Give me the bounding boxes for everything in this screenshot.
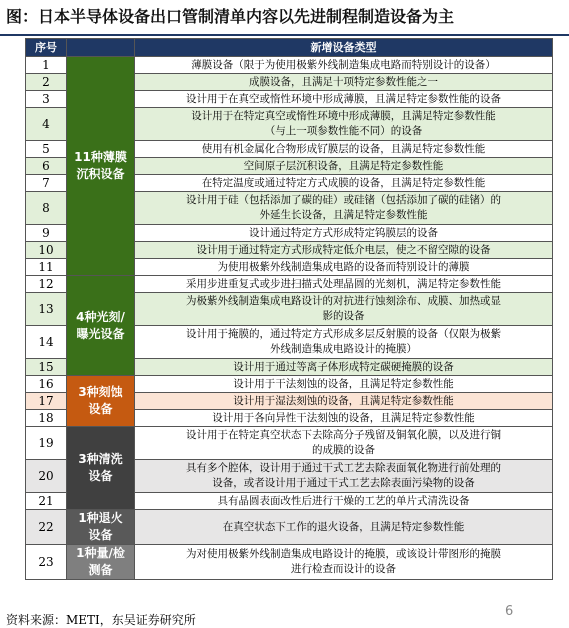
row-number: 17: [26, 393, 67, 410]
row-number: 3: [26, 91, 67, 108]
description-line: 设计通过特定方式形成特定钨膜层的设备: [249, 226, 438, 239]
description-line: 在真空状态下工作的退火设备，且满足特定参数性能: [222, 520, 465, 533]
row-number: 10: [26, 242, 67, 259]
category-label-line: 1种退火: [78, 511, 123, 525]
equipment-description: [135, 225, 553, 242]
source-note: 资料来源：METI，东吴证券研究所: [6, 613, 196, 627]
category-label: [67, 276, 135, 376]
equipment-description: [135, 393, 553, 410]
category-label-line: 沉积设备: [76, 167, 125, 181]
equipment-description: [135, 141, 553, 158]
description-line: 具有多个腔体，设计用于通过干式工艺去除表面氧化物进行前处理的: [186, 462, 501, 474]
table-row: [26, 376, 553, 393]
category-label-line: 4种光刻/: [76, 309, 125, 324]
row-number: 21: [26, 493, 67, 510]
equipment-description: [135, 91, 553, 108]
row-number: 7: [26, 175, 67, 192]
description-line: 设计用于干法刻蚀的设备，且满足特定参数性能: [233, 377, 454, 390]
description-line: 进行检查而设计的设备: [291, 563, 396, 575]
category-label: [67, 545, 135, 580]
table-row: [26, 510, 553, 545]
category-label-line: 设备: [88, 528, 113, 542]
row-number: 13: [26, 293, 67, 326]
row-number: 1: [26, 57, 67, 74]
table-row: [26, 57, 553, 74]
equipment-description: [135, 158, 553, 175]
description-line: 外线制造集成电路设计的掩膜）: [270, 343, 417, 355]
equipment-description: [135, 276, 553, 293]
equipment-description: [135, 74, 553, 91]
description-line: 为使用极紫外线制造集成电路的设备而特别设计的薄膜: [217, 260, 470, 273]
header-type: 新增设备类型: [135, 39, 553, 57]
description-line: 薄膜设备（限于为使用极紫外线制造集成电路而特别设计的设备）: [191, 58, 496, 71]
equipment-description: [135, 108, 553, 141]
page-title: 图：日本半导体设备出口管制清单内容以先进制程制造设备为主: [6, 7, 455, 26]
category-label: [67, 427, 135, 510]
equipment-description: [135, 192, 553, 225]
description-line: 为对使用极紫外线制造集成电路设计的掩膜，或该设计带图形的掩膜: [186, 548, 501, 560]
description-line: 设计用于在特定真空状态下去除高分子残留及铜氧化膜，以及进行铜: [186, 429, 501, 441]
description-line: 设计用于在特定真空或惰性环境中形成薄膜，且满足特定参数性能: [191, 110, 496, 122]
equipment-table: [25, 38, 553, 580]
row-number: 22: [26, 510, 67, 545]
description-line: 设计用于湿法刻蚀的设备，且满足特定参数性能: [233, 394, 454, 407]
row-number: 16: [26, 376, 67, 393]
equipment-description: [135, 493, 553, 510]
table-row: [26, 427, 553, 460]
equipment-description: [135, 410, 553, 427]
category-label: [67, 376, 135, 427]
equipment-description: [135, 326, 553, 359]
row-number: 19: [26, 427, 67, 460]
row-number: 5: [26, 141, 67, 158]
description-line: 在特定温度或通过特定方式成膜的设备，且满足特定参数性能: [201, 176, 486, 189]
table-row: [26, 545, 553, 580]
equipment-description: [135, 359, 553, 376]
equipment-description: [135, 460, 553, 493]
description-line: 为极紫外线制造集成电路设计的对抗进行蚀刻涂布、成膜、加热或显: [186, 295, 501, 307]
description-line: 设计用于通过特定方式形成特定低介电层，使之不留空隙的设备: [196, 243, 491, 256]
row-number: 11: [26, 259, 67, 276]
table-row: [26, 276, 553, 293]
description-line: 设计用于通过等离子体形成特定碳硬掩膜的设备: [233, 360, 454, 373]
description-line: 采用步进重复式或步进扫描式处理晶圆的光刻机，满足特定参数性能: [186, 277, 501, 290]
row-number: 18: [26, 410, 67, 427]
description-line: 外延生长设备，且满足特定参数性能: [259, 209, 428, 221]
equipment-description: [135, 293, 553, 326]
page-number: 6: [505, 604, 514, 619]
category-label-line: 设备: [88, 402, 113, 416]
row-number: 23: [26, 545, 67, 580]
category-label: [67, 57, 135, 276]
equipment-description: [135, 510, 553, 545]
description-line: 成膜设备，且满足十项特定参数性能之一: [249, 75, 438, 88]
category-label-line: 11种薄膜: [74, 150, 127, 164]
header-num: 序号: [26, 39, 67, 57]
category-label-line: 3种刻蚀: [78, 385, 123, 399]
row-number: 14: [26, 326, 67, 359]
description-line: 设计用于在真空或惰性环境中形成薄膜，且满足特定参数性能的设备: [186, 92, 501, 105]
description-line: 设计用于各向异性干法刻蚀的设备，且满足特定参数性能: [212, 411, 475, 424]
description-line: （与上一项参数性能不同）的设备: [264, 125, 423, 137]
row-number: 8: [26, 192, 67, 225]
description-line: 使用有机金属化合物形成钌膜层的设备，且满足特定参数性能: [201, 142, 486, 155]
description-line: 设备，或者设计用于通过干式工艺去除表面污染物的设备: [212, 477, 475, 489]
category-label-line: 设备: [88, 469, 113, 483]
equipment-description: [135, 259, 553, 276]
equipment-description: [135, 57, 553, 74]
description-line: 的成膜的设备: [312, 444, 375, 456]
description-line: 设计用于掩膜的，通过特定方式形成多层反射膜的设备（仅限为极紫: [186, 328, 501, 340]
equipment-description: [135, 427, 553, 460]
row-number: 20: [26, 460, 67, 493]
equipment-description: [135, 545, 553, 580]
description-line: 设计用于硅（包括添加了碳的硅）或硅锗（包括添加了碳的硅锗）的: [186, 194, 501, 206]
equipment-description: [135, 376, 553, 393]
row-number: 2: [26, 74, 67, 91]
row-number: 9: [26, 225, 67, 242]
row-number: 12: [26, 276, 67, 293]
description-line: 具有晶圆表面改性后进行干燥的工艺的单片式清洗设备: [217, 494, 470, 507]
category-label-line: 测备: [88, 563, 113, 577]
equipment-description: [135, 175, 553, 192]
title-divider: [0, 34, 569, 36]
category-label: [67, 510, 135, 545]
header-category: [67, 39, 135, 57]
row-number: 4: [26, 108, 67, 141]
description-line: 空间原子层沉积设备，且满足特定参数性能: [243, 159, 444, 172]
category-label-line: 曝光设备: [76, 326, 125, 341]
equipment-description: [135, 242, 553, 259]
description-line: 影的设备: [322, 310, 365, 322]
row-number: 15: [26, 359, 67, 376]
row-number: 6: [26, 158, 67, 175]
table-header-row: [26, 39, 553, 57]
category-label-line: 3种清洗: [78, 452, 123, 466]
category-label-line: 1种量/检: [76, 546, 125, 560]
